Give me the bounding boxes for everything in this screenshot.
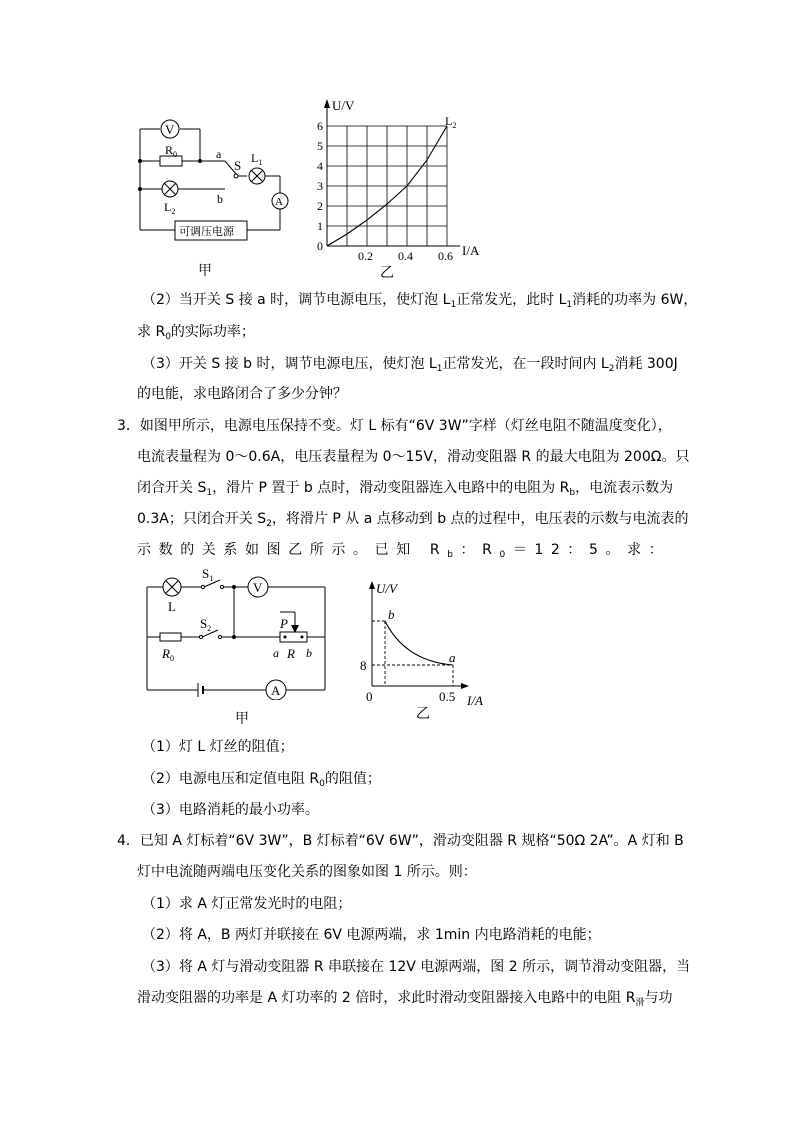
- lamp-l-label: L: [168, 599, 176, 614]
- x-tick-label: 0.2: [358, 249, 373, 261]
- q2-part3-line1: （3）开关 S 接 b 时，调节电源电压，使灯泡 $L_1$正常发光，在一段时间内 $L_2$消耗 300J: [142, 356, 678, 374]
- q3-line5: 示数的关系如图乙所示。已知 $R_b$：$R_0=12$：5。求：: [137, 542, 671, 560]
- rheostat-r-label: R: [287, 646, 295, 661]
- circuit-diagram-1: [130, 115, 300, 250]
- x-axis-label: I/A: [462, 243, 480, 258]
- u-i-curve: [385, 621, 453, 665]
- curve-l2-label: $L_2$: [445, 114, 457, 130]
- l2-label: $L_2$: [164, 200, 176, 216]
- rheostat-a-label: a: [273, 646, 279, 660]
- y-axis-label: U/V: [376, 581, 397, 596]
- switch-s1-label: $S_1$: [202, 566, 214, 583]
- power-source-label: 可调压电源: [179, 225, 234, 238]
- y-axis-label: U/V: [332, 98, 355, 113]
- node-b-label: b: [217, 192, 223, 206]
- x-tick-0.5: 0.5: [439, 689, 456, 704]
- q3-sub2: （2）电源电压和定值电阻 $R_0$的阻值；: [142, 771, 381, 789]
- slider-p-label: P: [280, 616, 288, 631]
- point-b-label: b: [388, 607, 395, 622]
- q4-line3: （1）求 A 灯正常发光时的电阻；: [142, 896, 352, 912]
- y-tick-label: 4: [317, 159, 323, 173]
- figure-1-caption-jia: 甲: [198, 263, 212, 279]
- y-tick-label: 6: [317, 119, 323, 133]
- ui-graph-2: [350, 573, 500, 713]
- y-tick-label: 3: [317, 179, 323, 193]
- node-a-label: a: [216, 147, 222, 161]
- y-tick-label: 2: [317, 199, 323, 213]
- graph-grid: [327, 126, 447, 246]
- l1-label: $L_1$: [251, 151, 263, 167]
- q3-sub3: （3）电路消耗的最小功率。: [142, 802, 319, 818]
- x-tick-label: 0.6: [438, 249, 453, 261]
- r0-label: $R_0$: [162, 646, 174, 663]
- q3-line2: 电流表量程为 0～0.6A，电压表量程为 0～15V，滑动变阻器 R 的最大电阻为 200Ω。只: [137, 449, 690, 465]
- x-axis-label: I/A: [467, 693, 483, 708]
- q3-line4: 0.3A；只闭合开关 $S_2$，将滑片 P 从 a 点移动到 b 点的过程中，电压表的示数与电流表的: [137, 511, 689, 529]
- y-tick-8: 8: [360, 658, 367, 673]
- y-tick-label: 5: [317, 139, 323, 153]
- y-tick-label: 1: [317, 219, 323, 233]
- point-a-label: a: [449, 650, 456, 665]
- ammeter-label: A: [275, 196, 283, 208]
- q4-line5: （3）将 A 灯与滑动变阻器 R 串联接在 12V 电源两端，图 2 所示，调节滑动变阻器，当: [142, 959, 691, 975]
- q2-part3-line2: 的电能，求电路闭合了多少分钟？: [137, 386, 347, 402]
- q4-line2: 灯中电流随两端电压变化关系的图象如图 1 所示。则：: [137, 864, 477, 880]
- figure-2-caption-jia: 甲: [235, 711, 249, 727]
- switch-s2-label: $S_2$: [200, 616, 212, 633]
- q2-part2-line2: 求 $R_0$的实际功率；: [137, 324, 255, 342]
- voltmeter-label: V: [165, 122, 175, 137]
- switch-s-label: S: [234, 158, 242, 173]
- x-tick-label: 0.4: [398, 249, 413, 261]
- q3-line1: 3．如图甲所示，电源电压保持不变。灯 L 标有“6V 3W”字样（灯丝电阻不随温度变化），: [117, 418, 672, 434]
- q3-sub1: （1）灯 L 灯丝的阻值；: [142, 739, 294, 755]
- rheostat-b-label: b: [306, 646, 312, 660]
- q4-line4: （2）将 A，B 两灯并联接在 6V 电源两端，求 1min 内电路消耗的电能；: [142, 927, 601, 943]
- origin-label: 0: [366, 689, 373, 704]
- voltmeter-label: V: [253, 580, 263, 595]
- q4-line6: 滑动变阻器的功率是 A 灯功率的 2 倍时，求此时滑动变阻器接入电路中的电阻 $R_滑$与功: [137, 990, 673, 1008]
- circuit-diagram-2: [140, 565, 335, 700]
- q2-part2-line1: （2）当开关 S 接 a 时，调节电源电压，使灯泡 $L_1$正常发光，此时 $L_1$消耗的功率为 6W，: [142, 292, 698, 310]
- q4-line1: 4．已知 A 灯标着“6V 3W”，B 灯标着“6V 6W”，滑动变阻器 R 规格“50Ω 2A”。A 灯和 B: [117, 833, 684, 849]
- q3-line3: 闭合开关 $S_1$，滑片 P 置于 b 点时，滑动变阻器连入电路中的电阻为 $R_b$，电流表示数为: [137, 480, 674, 498]
- figure-2-caption-yi: 乙: [416, 706, 430, 722]
- ui-graph-1: [310, 96, 500, 261]
- r0-label: $R_0$: [165, 143, 178, 159]
- figure-1-caption-yi: 乙: [380, 265, 394, 281]
- ammeter-label: A: [271, 683, 281, 698]
- origin-label: 0: [317, 239, 323, 253]
